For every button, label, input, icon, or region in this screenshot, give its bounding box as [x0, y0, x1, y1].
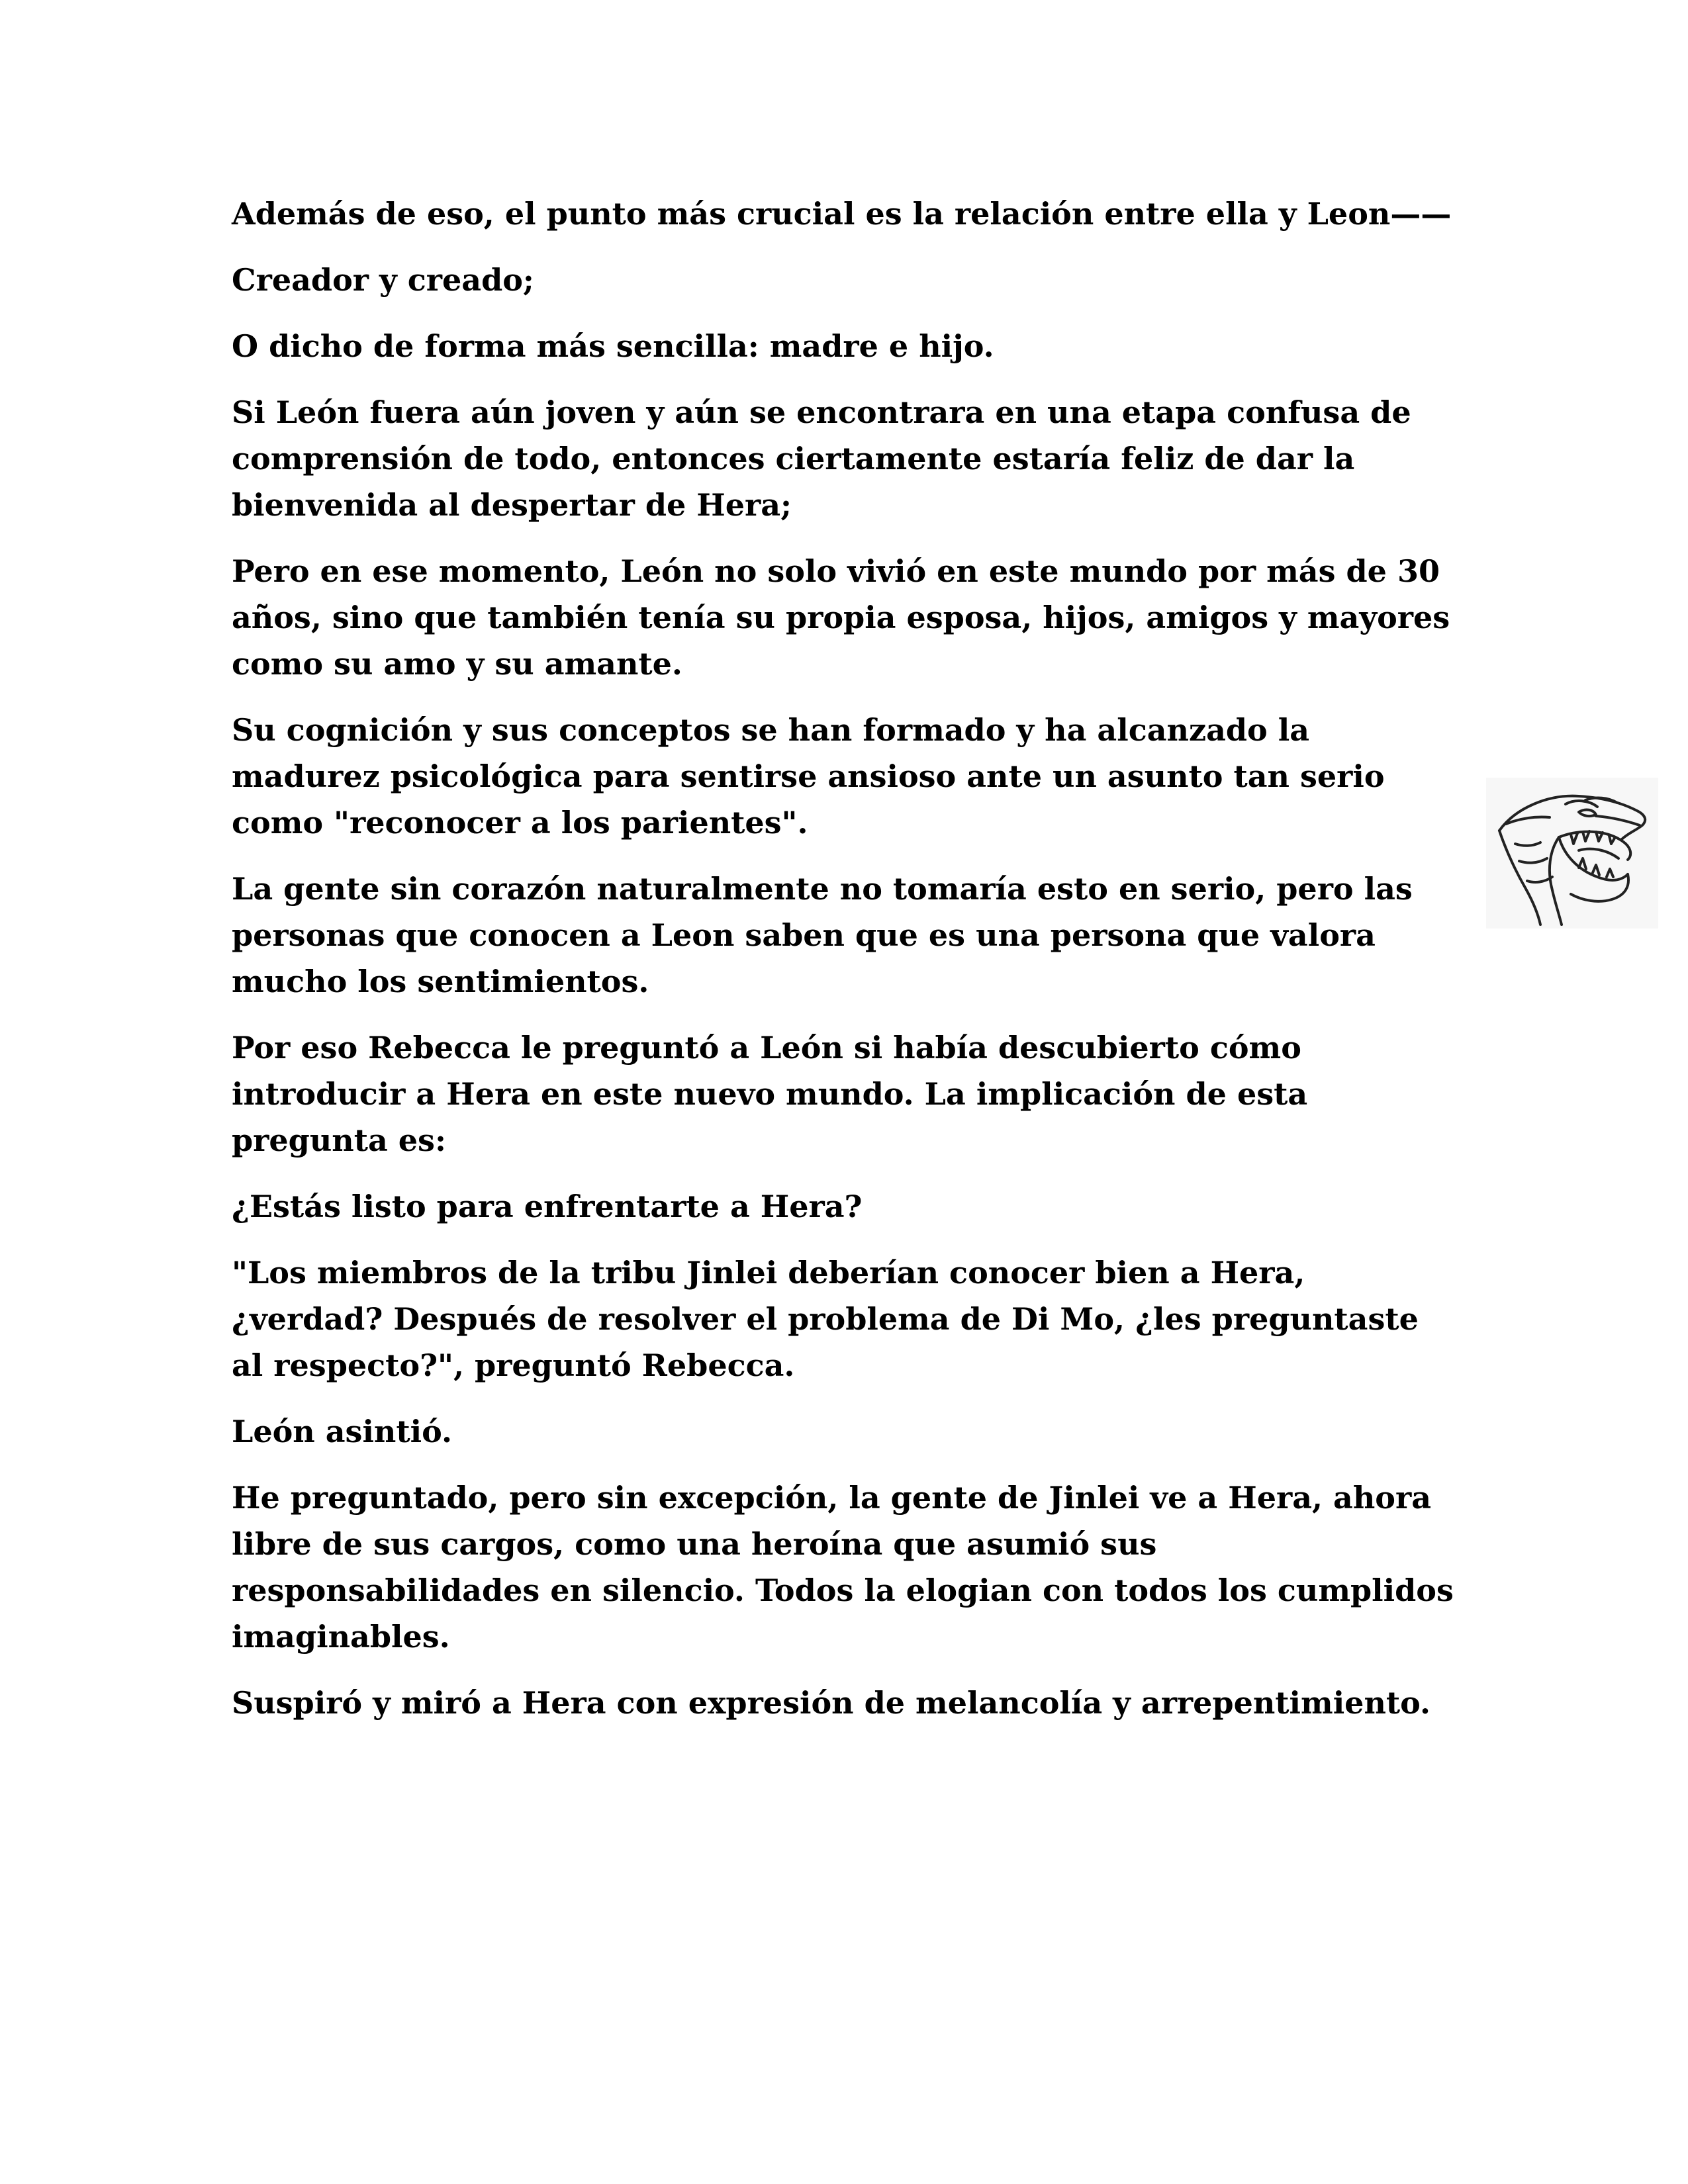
paragraph-9: ¿Estás listo para enfrentarte a Hera?	[232, 1189, 863, 1224]
paragraph-5: Pero en ese momento, León no solo vivió en este mundo por más de 30 años, sino que también tenía su propia esposa, hijos, amigos y mayores como su amo y su amante.	[232, 553, 1450, 682]
paragraph-7: La gente sin corazón naturalmente no tomaría esto en serio, pero las personas que conocen a Leon saben que es una persona que valora mucho los sentimientos.	[232, 871, 1413, 999]
paragraph-4: Si León fuera aún joven y aún se encontrara en una etapa confusa de comprensión de todo, entonces ciertamente estaría feliz de dar la bienvenida al despertar de Hera;	[232, 394, 1411, 523]
document-body	[232, 191, 1456, 1746]
paragraph-3: O dicho de forma más sencilla: madre e hijo.	[232, 328, 994, 364]
paragraph-11: León asintió.	[232, 1414, 452, 1449]
paragraph-2: Creador y creado;	[232, 262, 534, 298]
paragraph-12: He preguntado, pero sin excepción, la gente de Jinlei ve a Hera, ahora libre de sus cargos, como una heroína que asumió sus responsabilidades en silencio. Todos la elogian con todos los cumplidos imaginables.	[232, 1480, 1454, 1655]
paragraph-13: Suspiró y miró a Hera con expresión de melancolía y arrepentimiento.	[232, 1685, 1431, 1721]
paragraph-10: "Los miembros de la tribu Jinlei deberían conocer bien a Hera, ¿verdad? Después de resolver el problema de Di Mo, ¿les preguntaste al respecto?", preguntó Rebecca.	[232, 1255, 1419, 1383]
paragraph-1: Además de eso, el punto más crucial es la relación entre ella y Leon——	[232, 196, 1452, 232]
paragraph-6: Su cognición y sus conceptos se han formado y ha alcanzado la madurez psicológica para sentirse ansioso ante un asunto tan serio como "reconocer a los parientes".	[232, 712, 1385, 841]
paragraph-8: Por eso Rebecca le preguntó a León si había descubierto cómo introducir a Hera en este nuevo mundo. La implicación de esta pregunta es:	[232, 1030, 1308, 1158]
dinosaur-sketch-icon	[1486, 778, 1658, 929]
